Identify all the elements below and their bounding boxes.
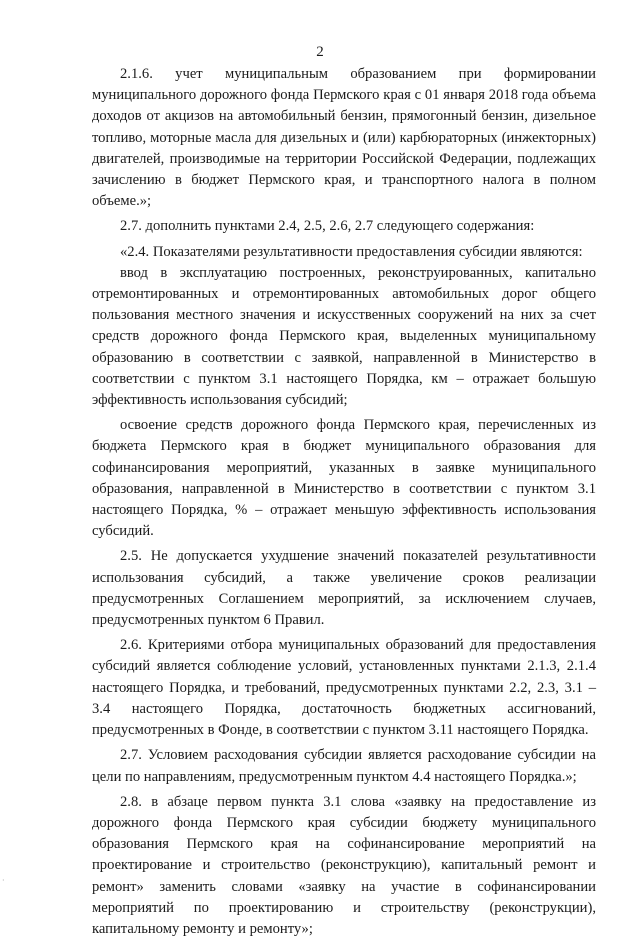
paragraph-2-6: 2.6. Критериями отбора муниципальных образований для предоставления субсидий является соблюдение условий, установленных пунктами 2.1.3, 2.1.4 настоящего Порядка, и требований, предусмотренных пунктами 2.2, 2.3, 3.1 – 3.4 настоящего Порядка, достаточность бюджетных ассигнований, предусмотренных в Фонде, в соответствии с пунктом 3.11 настоящего Порядка.: [92, 637, 596, 739]
document-body: [92, 64, 596, 940]
paragraph-indicator-funds-usage: освоение средств дорожного фонда Пермского края, перечисленных из бюджета Пермского края в бюджет муниципального образования для софинансирования мероприятий, указанных в заявке муниципального образования, направленной в Министерство в соответствии с пунктом 3.1 настоящего Порядка, % – отражает меньшую эффективность использования субсидий.: [92, 417, 596, 540]
paragraph-indicator-commissioning: ввод в эксплуатацию построенных, реконструированных, капитально отремонтированных и отремонтированных автомобильных дорог общего пользования местного значения и искусственных сооружений на них за счет средств дорожного фонда Пермского края, выделенных муниципальному образованию в соответствии с заявкой, направленной в Министерство в соответствии с пунктом 3.1 настоящего Порядка, км – отражает большую эффективность использования субсидий;: [92, 264, 596, 409]
page-number: 2: [316, 44, 324, 60]
paragraph-2-7-intro: 2.7. дополнить пунктами 2.4, 2.5, 2.6, 2.7 следующего содержания:: [120, 218, 535, 235]
paragraph-2-4-heading: «2.4. Показателями результативности предоставления субсидии являются:: [120, 243, 583, 260]
paragraph-2-7-condition: 2.7. Условием расходования субсидии является расходование субсидии на цели по направлениям, предусмотренным пунктом 4.4 настоящего Порядка.»;: [92, 747, 596, 785]
paragraph-2-8: 2.8. в абзаце первом пункта 3.1 слова «заявку на предоставление из дорожного фонда Пермского края субсидии бюджету муниципального образования Пермского края на софинансирование мероприятий на проектирование и строительство (реконструкцию), капитальный ремонт и ремонт» заменить словами «заявку на участие в софинансировании мероприятий по проектированию и строительству (реконструкции), капитальному ремонту и ремонту»;: [92, 793, 596, 937]
scan-edge-mark: ·: [2, 876, 5, 885]
paragraph-2-5: 2.5. Не допускается ухудшение значений показателей результативности использования субсидий, а также увеличение сроков реализации предусмотренных Соглашением мероприятий, за исключением случаев, предусмотренных пунктом 6 Правил.: [92, 548, 596, 629]
paragraph-2-1-6: 2.1.6. учет муниципальным образованием при формировании муниципального дорожного фонда Пермского края с 01 января 2018 года объема доходов от акцизов на автомобильный бензин, прямогонный бензин, дизельное топливо, моторные масла для дизельных и (или) карбюраторных (инжекторных) двигателей, производимые на территории Российской Федерации, подлежащих зачислению в бюджет Пермского края, и транспортного налога в полном объеме.»;: [92, 66, 596, 210]
